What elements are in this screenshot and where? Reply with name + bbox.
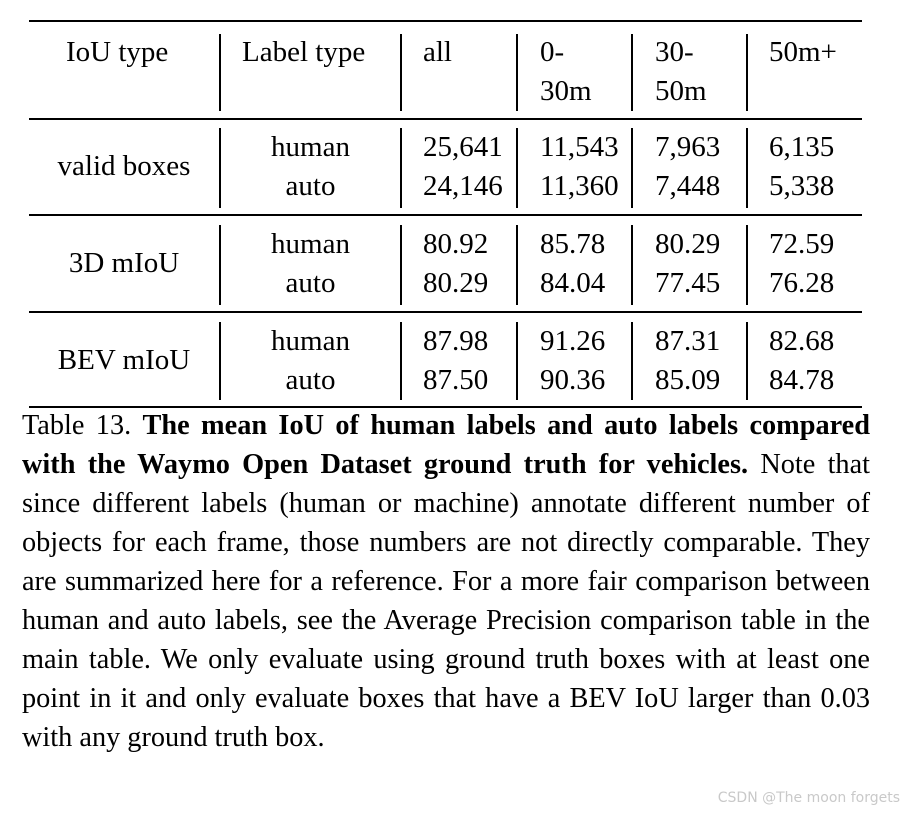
caption-prefix: Table 13. bbox=[22, 410, 143, 441]
header-50m-plus: 50m+ bbox=[769, 36, 837, 68]
column-divider bbox=[400, 322, 402, 400]
column-divider bbox=[631, 128, 633, 208]
table-cell: 7,963 bbox=[655, 131, 721, 163]
table-cell: 84.78 bbox=[769, 364, 835, 396]
row-label-human: human bbox=[271, 325, 350, 357]
column-divider bbox=[400, 128, 402, 208]
row-label-auto: auto bbox=[285, 364, 336, 396]
table-cell: 76.28 bbox=[769, 267, 835, 299]
watermark-text: CSDN @The moon forgets bbox=[717, 790, 900, 806]
table-caption bbox=[22, 406, 870, 757]
table-top-rule bbox=[29, 20, 862, 22]
group-divider-rule bbox=[29, 311, 862, 313]
table-cell: 5,338 bbox=[769, 170, 835, 202]
header-iou-type: IoU type bbox=[66, 36, 169, 68]
table-cell: 7,448 bbox=[655, 170, 721, 202]
column-divider bbox=[516, 225, 518, 305]
column-divider bbox=[746, 34, 748, 111]
column-divider bbox=[631, 225, 633, 305]
table-cell: 80.92 bbox=[423, 228, 489, 260]
column-divider bbox=[631, 34, 633, 111]
table-cell: 11,360 bbox=[540, 170, 619, 202]
table-cell: 90.36 bbox=[540, 364, 606, 396]
column-divider bbox=[516, 128, 518, 208]
table-cell: 77.45 bbox=[655, 267, 721, 299]
table-cell: 25,641 bbox=[423, 131, 503, 163]
column-divider bbox=[746, 225, 748, 305]
table-cell: 87.98 bbox=[423, 325, 489, 357]
header-label-type: Label type bbox=[242, 36, 366, 68]
row-label-auto: auto bbox=[285, 267, 336, 299]
group-divider-rule bbox=[29, 214, 862, 216]
column-divider bbox=[631, 322, 633, 400]
table-cell: 87.50 bbox=[423, 364, 489, 396]
column-divider bbox=[746, 322, 748, 400]
table-cell: 24,146 bbox=[423, 170, 503, 202]
header-30-50m-line2: 50m bbox=[655, 75, 707, 107]
table-cell: 11,543 bbox=[540, 131, 619, 163]
column-divider bbox=[219, 34, 221, 111]
table-cell: 80.29 bbox=[655, 228, 721, 260]
header-all: all bbox=[423, 36, 452, 68]
column-divider bbox=[746, 128, 748, 208]
table-cell: 84.04 bbox=[540, 267, 606, 299]
group-name: BEV mIoU bbox=[57, 344, 191, 376]
table-cell: 87.31 bbox=[655, 325, 721, 357]
caption-title: The mean IoU of human labels and auto labels compared with the Waymo Open Dataset ground truth for vehicles. bbox=[22, 410, 870, 480]
table-cell: 6,135 bbox=[769, 131, 835, 163]
table-cell: 80.29 bbox=[423, 267, 489, 299]
header-bottom-rule bbox=[29, 118, 862, 120]
table-cell: 82.68 bbox=[769, 325, 835, 357]
row-label-human: human bbox=[271, 131, 350, 163]
group-name: valid boxes bbox=[57, 150, 191, 182]
table-cell: 72.59 bbox=[769, 228, 835, 260]
caption-body: Note that since different labels (human or machine) annotate different number of objects for each frame, those numbers are not directly comparable. They are summarized here for a reference. For a more fair comparison between human and auto labels, see the Average Precision comparison table in the main table. We only evaluate using ground truth boxes with at least one point in it and only evaluate boxes that have a BEV IoU larger than 0.03 with any ground truth box. bbox=[22, 449, 871, 753]
table-cell: 85.09 bbox=[655, 364, 721, 396]
header-0-30m-line1: 0- bbox=[540, 36, 565, 68]
column-divider bbox=[516, 34, 518, 111]
group-name: 3D mIoU bbox=[68, 247, 180, 279]
column-divider bbox=[400, 225, 402, 305]
table-cell: 91.26 bbox=[540, 325, 606, 357]
header-0-30m-line2: 30m bbox=[540, 75, 592, 107]
column-divider bbox=[516, 322, 518, 400]
header-30-50m-line1: 30- bbox=[655, 36, 694, 68]
row-label-human: human bbox=[271, 228, 350, 260]
column-divider bbox=[400, 34, 402, 111]
table-cell: 85.78 bbox=[540, 228, 606, 260]
row-label-auto: auto bbox=[285, 170, 336, 202]
